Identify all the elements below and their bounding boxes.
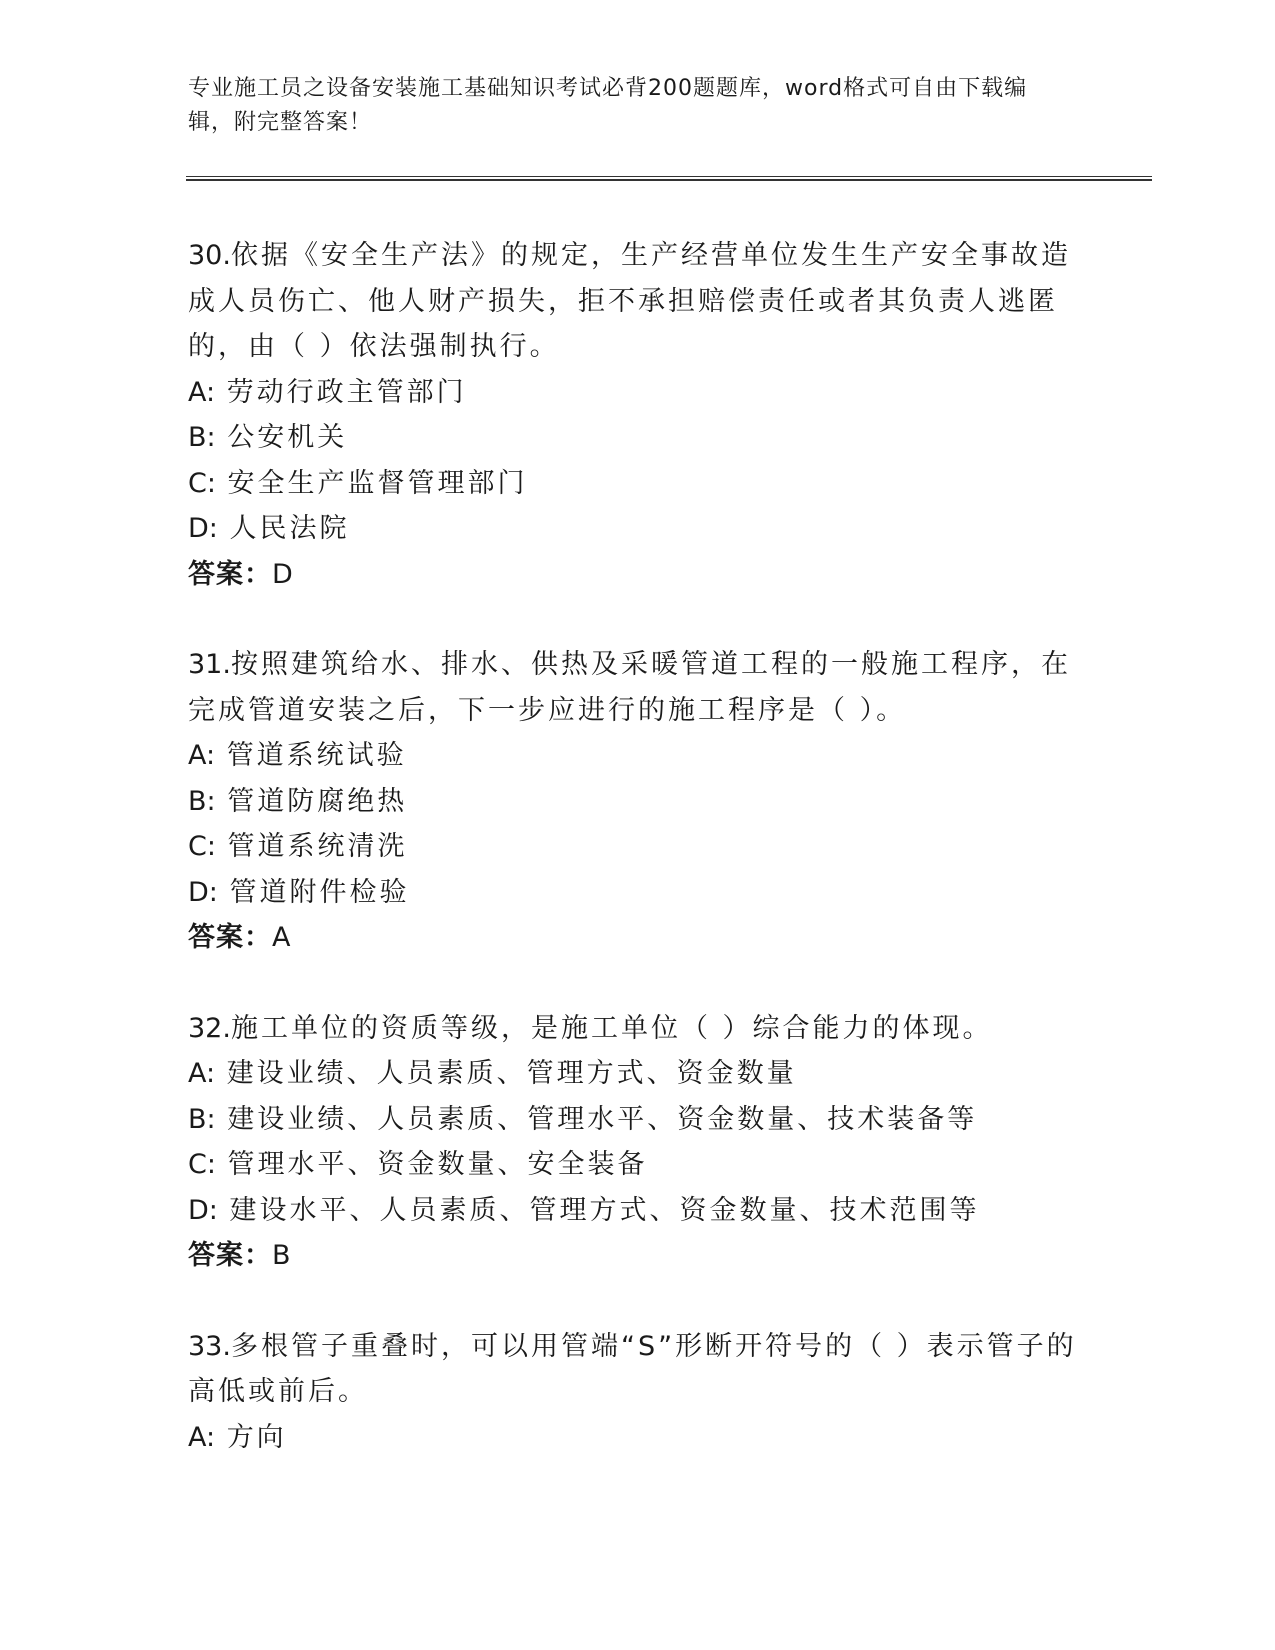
option-text: 管理水平、资金数量、安全装备 [227,1149,648,1180]
option-text: 建设业绩、人员素质、管理方式、资金数量 [226,1058,797,1089]
question-text [188,1006,1088,1052]
option-text: 管道附件检验 [229,876,410,908]
question-number: 30. [188,240,231,271]
answer-label: 答案： [188,558,272,590]
option-d [188,1188,1088,1234]
answer-label: 答案： [188,1240,272,1271]
option-d [188,506,1088,552]
answer-value: D [272,558,294,590]
option-c [188,824,1088,870]
option-letter: C: [188,831,216,862]
question-number: 32. [188,1012,231,1044]
option-letter: B: [188,1103,216,1135]
question-stem: 多根管子重叠时，可以用管端“S”形断开符号的（ ）表示管子的高低或前后。 [188,1330,1077,1407]
option-text: 管道系统清洗 [227,831,408,862]
option-a [188,733,1088,779]
option-text: 管道防腐绝热 [227,785,408,817]
option-text: 建设水平、人员素质、管理方式、资金数量、技术范围等 [229,1194,980,1226]
option-text: 人民法院 [229,513,350,544]
option-b [188,779,1088,825]
option-letter: B: [188,785,216,817]
question-list [188,233,1088,1505]
option-c [188,461,1088,507]
option-b [188,1097,1088,1143]
option-c [188,1142,1088,1188]
option-letter: D: [188,1194,218,1226]
question-31 [188,642,1088,961]
question-text [188,1324,1088,1415]
option-text: 建设业绩、人员素质、管理水平、资金数量、技术装备等 [227,1103,978,1135]
question-text [188,642,1088,733]
option-letter: C: [188,467,216,499]
question-stem: 依据《安全生产法》的规定，生产经营单位发生生产安全事故造成人员伤亡、他人财产损失，拒不承担赔偿责任或者其负责人逃匿的，由（ ）依法强制执行。 [188,240,1071,362]
question-number: 31. [188,649,231,680]
header-divider [186,176,1152,181]
option-d [188,870,1088,916]
option-letter: A: [188,1421,216,1453]
question-33 [188,1324,1088,1461]
question-stem: 按照建筑给水、排水、供热及采暖管道工程的一般施工程序，在完成管道安装之后，下一步应进行的施工程序是（ ）。 [188,649,1071,726]
option-text: 方向 [226,1421,287,1453]
answer-value: A [272,922,292,953]
document-header [188,72,1068,140]
option-letter: C: [188,1149,216,1180]
answer-value: B [272,1240,292,1271]
option-text: 公安机关 [227,422,348,453]
answer-label: 答案： [188,922,272,953]
option-letter: A: [188,376,216,408]
option-letter: D: [188,876,218,908]
answer-line [188,552,1088,598]
option-a [188,370,1088,416]
question-30 [188,233,1088,597]
question-number: 33. [188,1330,231,1362]
question-32 [188,1006,1088,1279]
question-stem: 施工单位的资质等级，是施工单位（ ）综合能力的体现。 [230,1012,993,1044]
option-a [188,1415,1088,1461]
option-b [188,415,1088,461]
option-letter: A: [188,1058,216,1089]
option-letter: D: [188,513,218,544]
question-text [188,233,1088,370]
option-text: 管道系统试验 [226,740,407,771]
answer-line [188,915,1088,961]
option-a [188,1051,1088,1097]
option-text: 劳动行政主管部门 [226,376,467,408]
option-letter: B: [188,422,216,453]
answer-line [188,1233,1088,1279]
option-letter: A: [188,740,216,771]
option-text: 安全生产监督管理部门 [227,467,528,499]
header-title: 专业施工员之设备安装施工基础知识考试必背200题题库，word格式可自由下载编辑，附完整答案！ [188,76,1028,135]
